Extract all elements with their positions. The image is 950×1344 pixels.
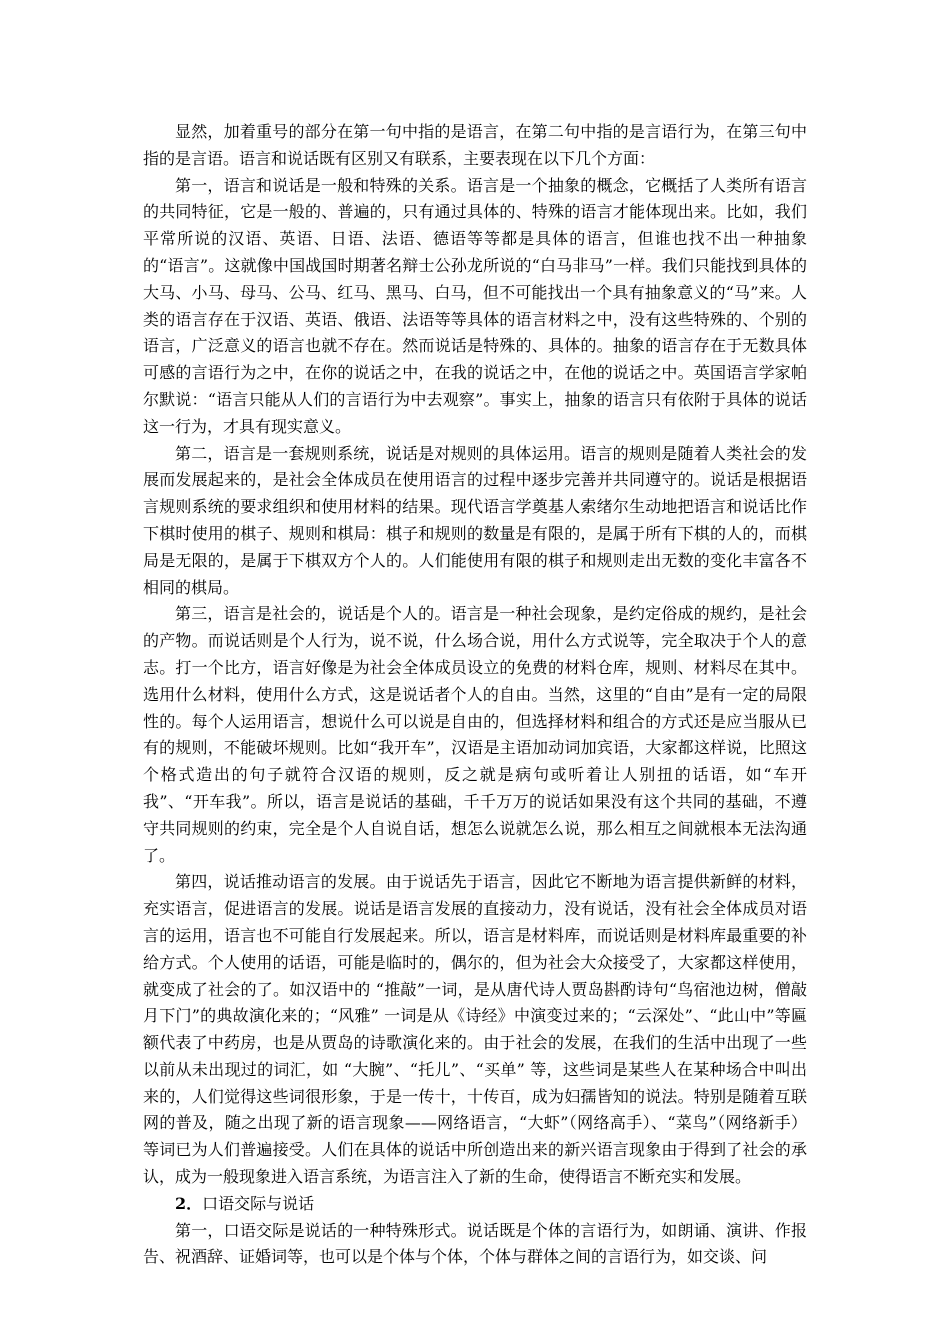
- paragraph-oral-communication: 第一，口语交际是说话的一种特殊形式。说话既是个体的言语行为，如朗诵、演讲、作报告、祝酒辞、证婚词等，也可以是个体与个体，个体与群体之间的言语行为，如交谈、问: [143, 1220, 807, 1267]
- paragraph-point-two: 第二，语言是一套规则系统，说话是对规则的具体运用。语言的规则是随着人类社会的发展而发展起来的，是社会全体成员在使用语言的过程中逐步完善并共同遵守的。说话是根据语言规则系统的要求组织和使用材料的结果。现代语言学奠基人索绪尔生动地把语言和说话比作下棋时使用的棋子、规则和棋局：棋子和规则的数量是有限的，是属于所有下棋的人的，而棋局是无限的，是属于下棋双方个人的。人们能使用有限的棋子和规则走出无数的变化丰富各不相同的棋局。: [143, 443, 807, 597]
- paragraph-intro: 显然，加着重号的部分在第一句中指的是语言，在第二句中指的是言语行为，在第三句中指的是言语。语言和说话既有区别又有联系，主要表现在以下几个方面：: [143, 122, 807, 168]
- section-title: 口语交际与说话: [202, 1193, 315, 1213]
- paragraph-point-one: 第一，语言和说话是一般和特殊的关系。语言是一个抽象的概念，它概括了人类所有语言的共同特征，它是一般的、普遍的，只有通过具体的、特殊的语言才能体现出来。比如，我们平常所说的汉语、英语、日语、法语、德语等等都是具体的语言，但谁也找不出一种抽象的“语言”。这就像中国战国时期著名辩士公孙龙所说的“白马非马”一样。我们只能找到具体的大马、小马、母马、公马、红马、黑马、白马，但不可能找出一个具有抽象意义的“马”来。人类的语言存在于汉语、英语、俄语、法语等等具体的语言材料之中，没有这些特殊的、个别的语言，广泛意义的语言也就不存在。然而说话是特殊的、具体的。抽象的语言存在于无数具体可感的言语行为之中，在你的说话之中，在我的说话之中，在他的说话之中。英国语言学家帕尔默说：“语言只能从人们的言语行为中去观察”。事实上，抽象的语言只有依附于具体的说话这一行为，才具有现实意义。: [143, 175, 807, 436]
- paragraph-point-four: 第四，说话推动语言的发展。由于说话先于语言，因此它不断地为语言提供新鲜的材料，充实语言，促进语言的发展。说话是语言发展的直接动力，没有说话，没有社会全体成员对语言的运用，语言也不可能自行发展起来。所以，语言是材料库，而说话则是材料库最重要的补给方式。个人使用的话语，可能是临时的，偶尔的，但为社会大众接受了，大家都这样使用，就变成了社会的了。如汉语中的 “推敲”一词，是从唐代诗人贾岛斟酌诗句“鸟宿池边树，僧敲月下门”的典故演化来的；“风雅” 一词是从《诗经》中演变过来的；“云深处”、“此山中”等匾额代表了中药房，也是从贾岛的诗歌演化来的。由于社会的发展，在我们的生活中出现了一些以前从未出现过的词汇，如 “大腕”、“托儿”、“买单” 等，这些词是某些人在某种场合中叫出来的，人们觉得这些词很形象，于是一传十，十传百，成为妇孺皆知的说法。特别是随着互联网的普及，随之出现了新的语言现象——网络语言，“大虾”（网络高手）、“菜鸟”（网络新手）等词已为人们普遍接受。人们在具体的说话中所创造出来的新兴语言现象由于得到了社会的承认，成为一般现象进入语言系统，为语言注入了新的生命，使得语言不断充实和发展。: [143, 872, 807, 1187]
- section-number: 2．: [175, 1193, 203, 1213]
- section-heading: [143, 1191, 807, 1218]
- paragraph-point-three: 第三，语言是社会的，说话是个人的。语言是一种社会现象，是约定俗成的规约，是社会的产物。而说话则是个人行为，说不说，什么场合说，用什么方式说等，完全取决于个人的意志。打一个比方，语言好像是为社会全体成员设立的免费的材料仓库，规则、材料尽在其中。选用什么材料，使用什么方式，这是说话者个人的自由。当然，这里的“自由”是有一定的局限性的。每个人运用语言，想说什么可以说是自由的，但选择材料和组合的方式还是应当服从已有的规则，不能破坏规则。比如“我开车”，汉语是主语加动词加宾语，大家都这样说，比照这个格式造出的句子就符合汉语的规则，反之就是病句或听着让人别扭的话语，如“车开我”、“开车我”。所以，语言是说话的基础，千千万万的说话如果没有这个共同的基础，不遵守共同规则的约束，完全是个人自说自话，想怎么说就怎么说，那么相互之间就根本无法沟通了。: [143, 604, 807, 865]
- body-text: [143, 119, 807, 1271]
